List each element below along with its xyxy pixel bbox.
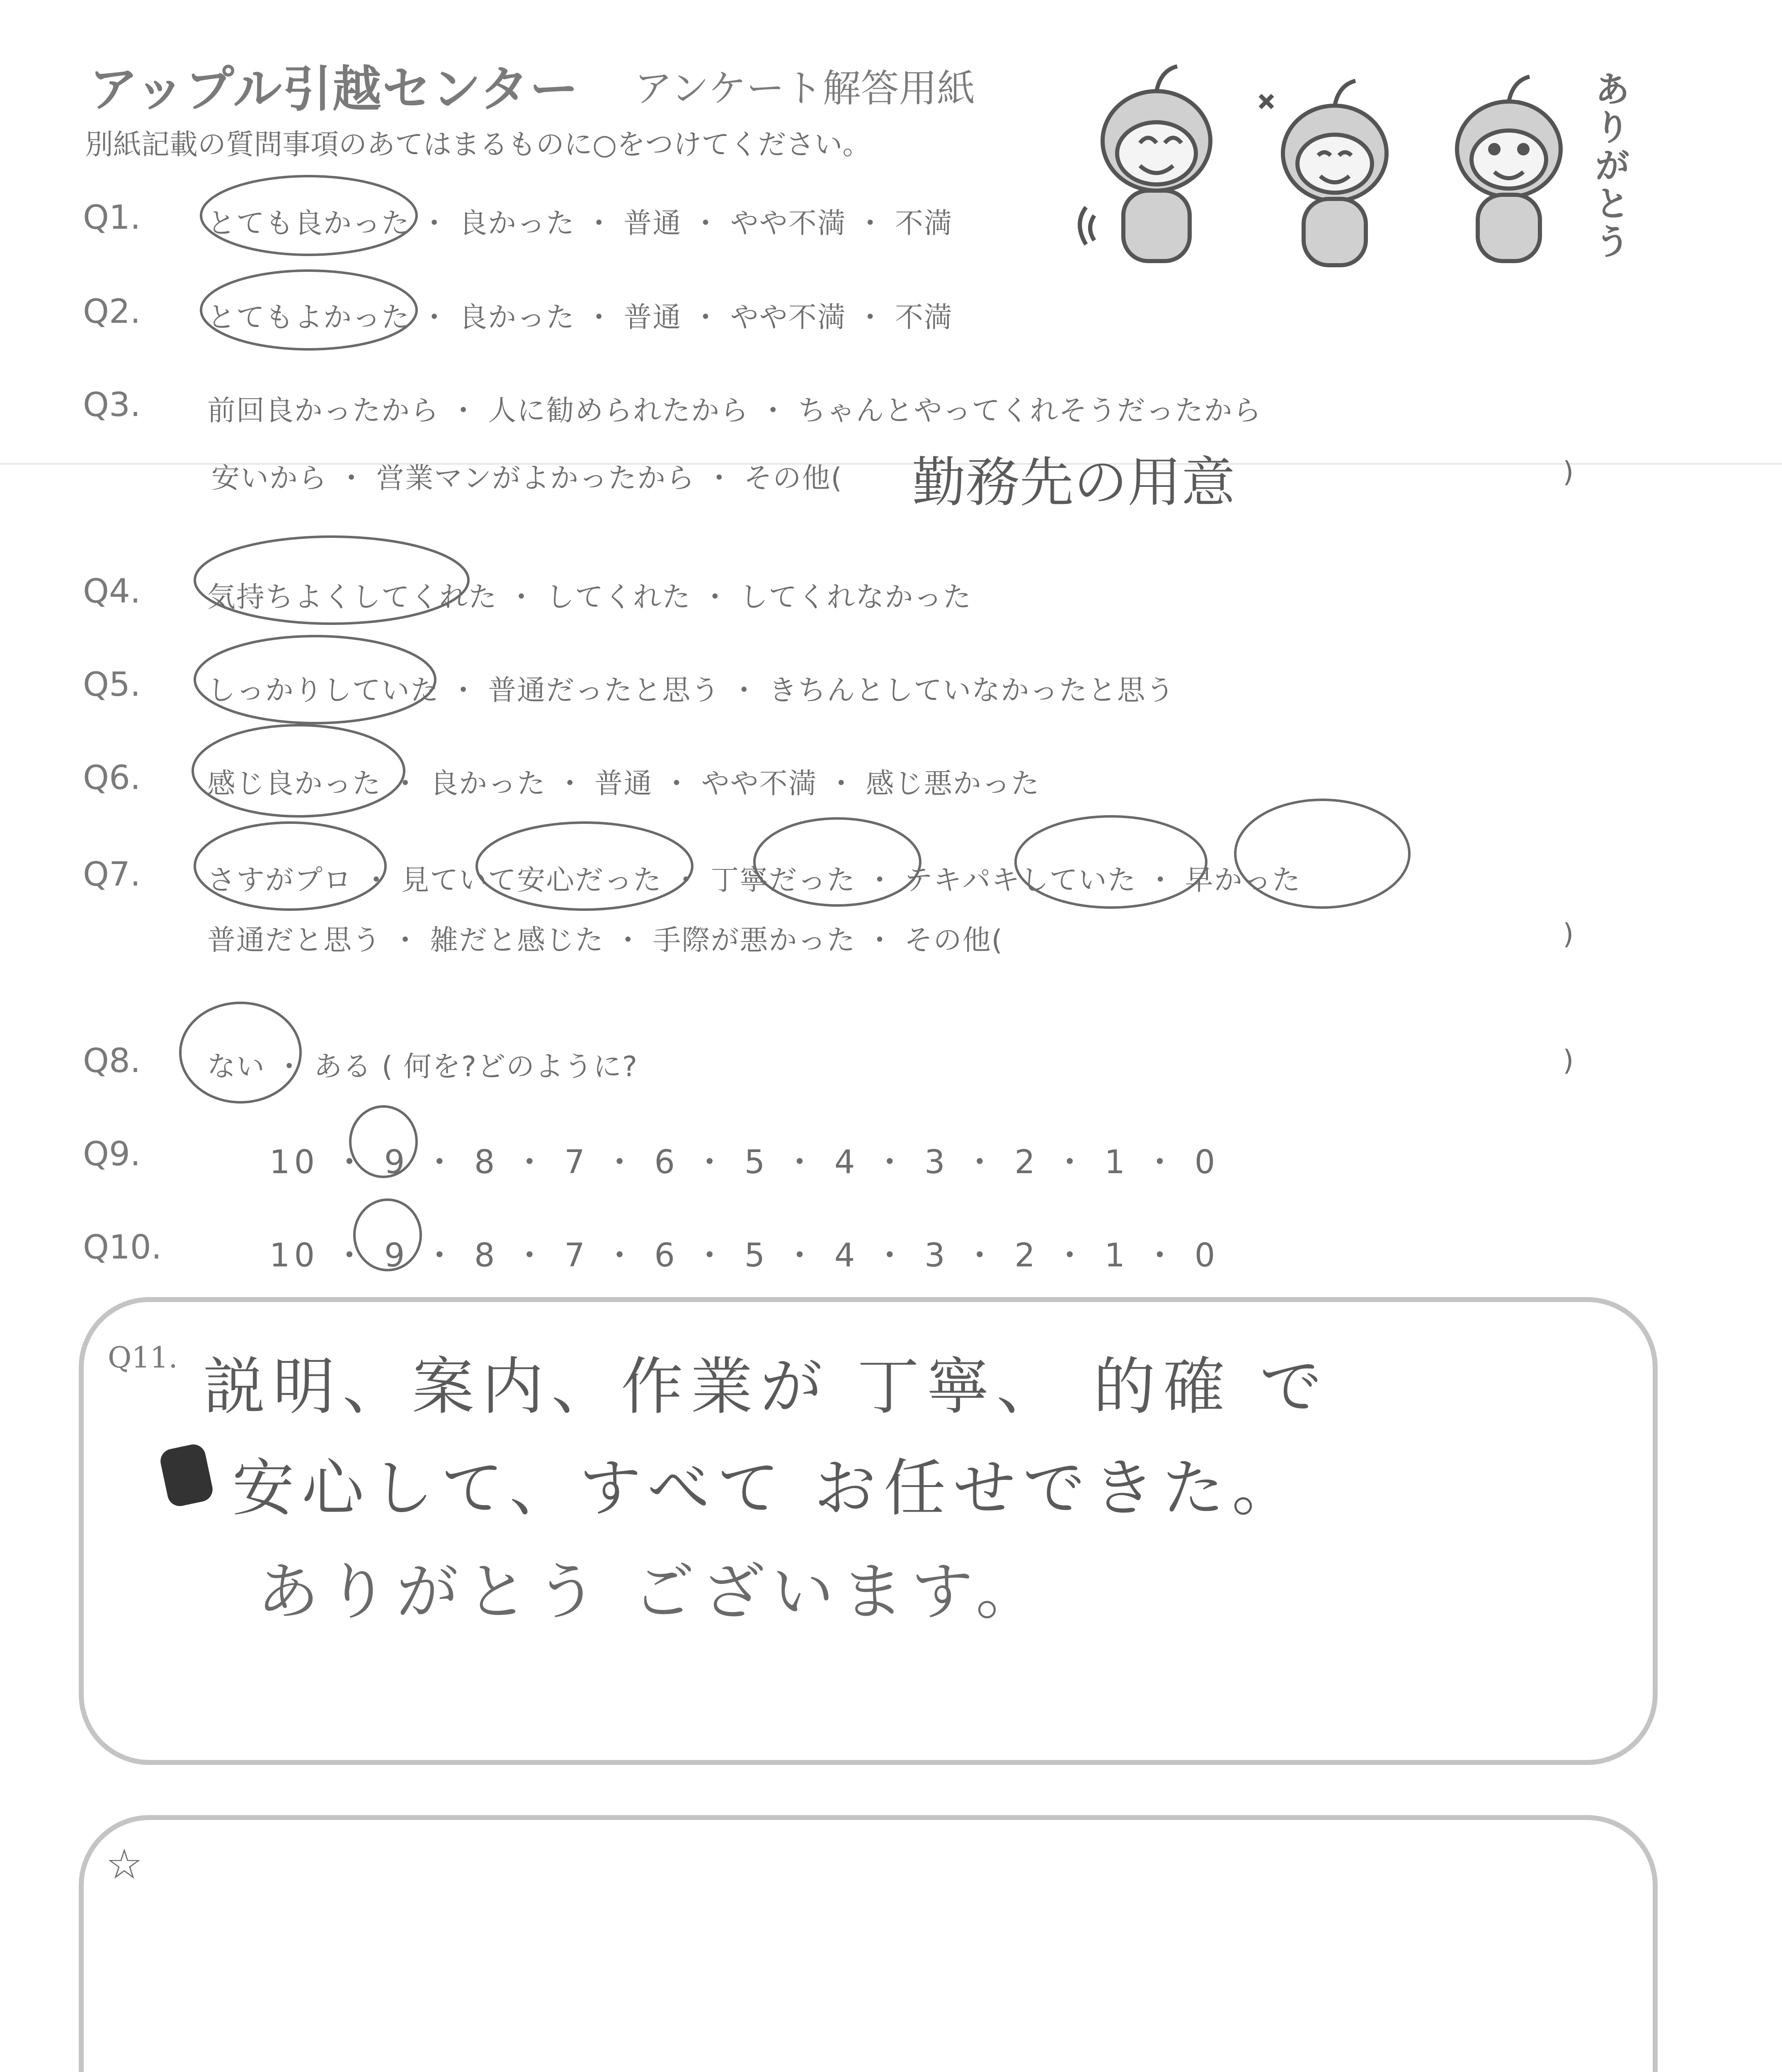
mascot-thanks-text: ありがとう bbox=[1588, 70, 1630, 261]
question-label: Q2. bbox=[83, 292, 141, 331]
question-options: 感じ良かった ・ 良かった ・ 普通 ・ やや不満 ・ 感じ悪かった bbox=[207, 767, 1040, 800]
handwritten-comment-line: 説明、案内、作業が 丁寧、 的確 で bbox=[203, 1351, 1330, 1423]
question-label: Q4. bbox=[83, 572, 141, 610]
answer-circle bbox=[1235, 800, 1409, 908]
question-label: Q1. bbox=[83, 198, 141, 237]
answer-circle bbox=[754, 818, 920, 905]
answer-circle bbox=[193, 725, 404, 816]
question-options: 安いから ・ 営業マンがよかったから ・ その他( bbox=[211, 462, 843, 495]
question-options: しっかりしていた ・ 普通だったと思う ・ きちんとしていなかったと思う bbox=[207, 674, 1175, 707]
answer-circle bbox=[350, 1106, 417, 1177]
instruction-text: 別紙記載の質問事項のあてはまるものに○をつけてください。 bbox=[85, 128, 871, 161]
rating-scale: 10 ・ 9 ・ 8 ・ 7 ・ 6 ・ 5 ・ 4 ・ 3 ・ 2 ・ 1 ・ 0 bbox=[269, 1237, 1220, 1274]
answer-circle bbox=[477, 823, 692, 910]
paren-close: ) bbox=[1563, 918, 1575, 951]
question-label: Q8. bbox=[83, 1041, 141, 1080]
question-options: とても良かった ・ 良かった ・ 普通 ・ やや不満 ・ 不満 bbox=[207, 207, 953, 240]
handwritten-comment-line: 安心して、すべて お任せできた。 bbox=[232, 1452, 1302, 1525]
form-title: アンケート解答用紙 bbox=[634, 66, 975, 111]
answer-circle bbox=[354, 1200, 421, 1270]
question-label: Q10. bbox=[83, 1228, 162, 1266]
question-label: Q6. bbox=[83, 758, 141, 797]
handwritten-answer: 勤務先の用意 bbox=[912, 451, 1236, 514]
question-options: 前回良かったから ・ 人に勧められたから ・ ちゃんとやってくれそうだったから bbox=[207, 395, 1262, 427]
answer-circle bbox=[195, 537, 468, 624]
question-label: Q9. bbox=[83, 1135, 141, 1173]
rating-scale: 10 ・ 9 ・ 8 ・ 7 ・ 6 ・ 5 ・ 4 ・ 3 ・ 2 ・ 1 ・ 0 bbox=[269, 1144, 1220, 1181]
question-options: ない ・ ある ( 何を?どのように? bbox=[207, 1051, 638, 1083]
answer-circle bbox=[1016, 816, 1206, 908]
question-label: Q5. bbox=[83, 665, 141, 704]
question-options: とてもよかった ・ 良かった ・ 普通 ・ やや不満 ・ 不満 bbox=[207, 301, 953, 334]
handwritten-comment-line: ありがとう ございます。 bbox=[257, 1556, 1045, 1628]
paren-close: ) bbox=[1563, 1044, 1575, 1077]
company-title: アップル引越センター bbox=[89, 61, 579, 118]
star-icon: ☆ bbox=[106, 1840, 143, 1888]
answer-circle bbox=[180, 1003, 301, 1102]
question-options: 気持ちよくしてくれた ・ してくれた ・ してくれなかった bbox=[207, 581, 972, 614]
paren-close: ) bbox=[1563, 456, 1575, 489]
answer-circle bbox=[201, 271, 417, 349]
question-label: Q11. bbox=[108, 1341, 178, 1375]
answer-circle bbox=[195, 636, 435, 723]
question-label: Q3. bbox=[83, 385, 141, 424]
answer-circle bbox=[195, 823, 385, 910]
answer-circle bbox=[201, 176, 417, 255]
question-options: 普通だと思う ・ 雑だと感じた ・ 手際が悪かった ・ その他( bbox=[207, 924, 1004, 957]
question-label: Q7. bbox=[83, 855, 141, 893]
notes-box[interactable] bbox=[79, 1815, 1658, 2072]
question-options: さすがプロ ・ 見ていて安心だった ・ 丁寧だった ・ テキパキしていた ・ 早かった bbox=[207, 864, 1301, 897]
